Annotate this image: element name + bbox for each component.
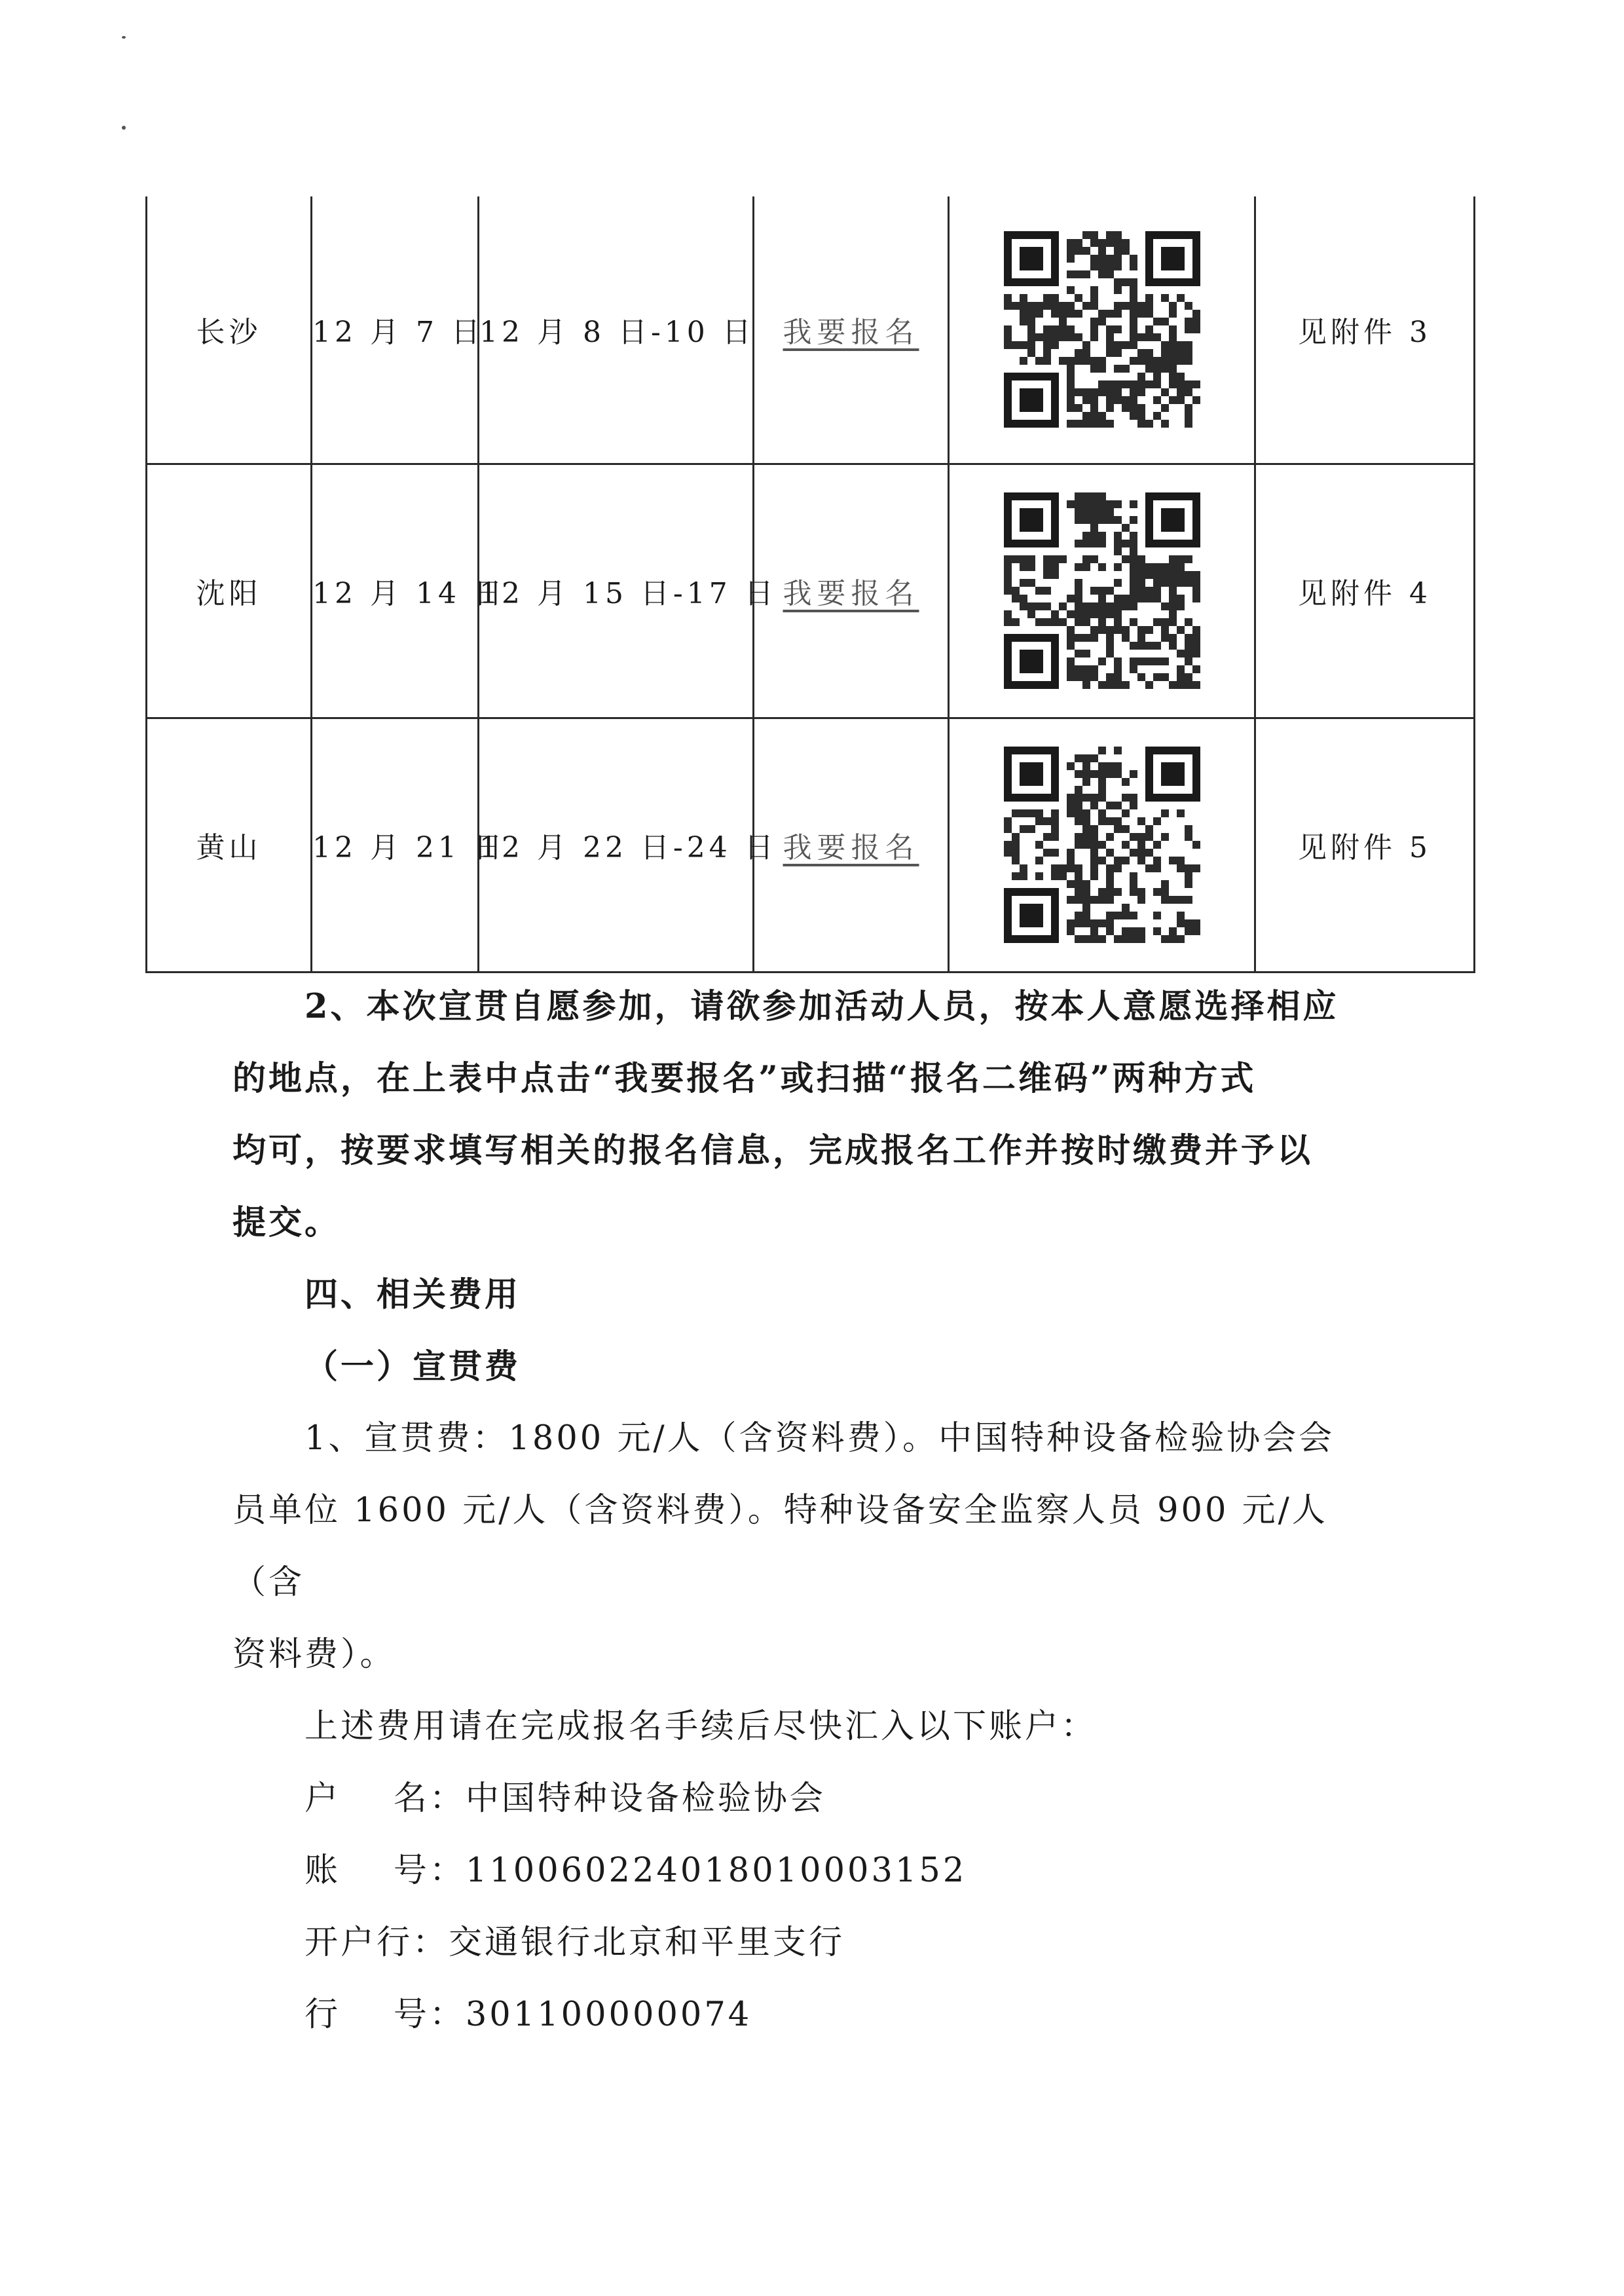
city-cell: 黄山 — [147, 718, 312, 972]
account-name-row — [232, 1763, 1392, 1835]
register-link[interactable]: 我要报名 — [783, 577, 919, 610]
account-name-label: 户 名： — [304, 1779, 466, 1818]
bank-code-label: 行 号： — [304, 1995, 466, 2034]
register-cell — [754, 196, 949, 464]
account-number-value: 110060224018010003152 — [465, 1851, 967, 1890]
register-cell — [754, 464, 949, 718]
fee-line: 资料费）。 — [232, 1635, 396, 1674]
city-cell: 长沙 — [147, 196, 312, 464]
bank-code-value: 301100000074 — [465, 1995, 752, 2034]
section-heading: 四、相关费用 — [304, 1275, 521, 1314]
arrival-date-cell: 12 月 21 日 — [312, 718, 479, 972]
registration-notice — [232, 971, 1392, 2051]
attachment-cell: 见附件 3 — [1255, 196, 1475, 464]
remit-intro: 上述费用请在完成报名手续后尽快汇入以下账户： — [304, 1707, 1098, 1746]
event-dates-cell: 12 月 8 日-10 日 — [479, 196, 754, 464]
notice-line: 均可，按要求填写相关的报名信息，完成报名工作并按时缴费并予以 — [232, 1131, 1314, 1170]
fee-line: 员单位 1600 元/人（含资料费）。特种设备安全监察人员 900 元/人（含 — [232, 1491, 1328, 1602]
account-number-label: 账 号： — [304, 1851, 466, 1890]
city-cell: 沈阳 — [147, 464, 312, 718]
fee-line: 1、宣贯费：1800 元/人（含资料费）。中国特种设备检验协会会 — [304, 1419, 1335, 1458]
register-link[interactable]: 我要报名 — [783, 831, 919, 864]
qr-code-icon[interactable] — [1004, 492, 1200, 689]
qr-cell — [949, 718, 1255, 972]
notice-line: 2、本次宣贯自愿参加，请欲参加活动人员，按本人意愿选择相应 — [304, 987, 1339, 1026]
qr-code-icon[interactable] — [1004, 231, 1200, 428]
attachment-cell: 见附件 5 — [1255, 718, 1475, 972]
register-link[interactable]: 我要报名 — [783, 316, 919, 350]
arrival-date-cell: 12 月 14 日 — [312, 464, 479, 718]
qr-cell — [949, 196, 1255, 464]
attachment-cell: 见附件 4 — [1255, 464, 1475, 718]
bank-row — [232, 1907, 1392, 1979]
table-row — [147, 196, 1475, 464]
notice-line: 的地点，在上表中点击“我要报名”或扫描“报名二维码”两种方式 — [232, 1059, 1257, 1098]
qr-code-icon[interactable] — [1004, 747, 1200, 943]
account-name-value: 中国特种设备检验协会 — [465, 1779, 826, 1818]
event-dates-cell: 12 月 22 日-24 日 — [479, 718, 754, 972]
sub-heading: （一）宣贯费 — [304, 1347, 521, 1386]
qr-cell — [949, 464, 1255, 718]
scan-speck — [122, 126, 126, 130]
scan-speck — [122, 36, 126, 39]
registration-table — [145, 196, 1475, 973]
bank-label: 开户行： — [304, 1923, 449, 1962]
bank-code-row — [232, 1979, 1392, 2051]
table-row — [147, 464, 1475, 718]
account-number-row — [232, 1835, 1392, 1907]
bank-value: 交通银行北京和平里支行 — [449, 1923, 845, 1962]
notice-line: 提交。 — [232, 1203, 341, 1242]
table-row — [147, 718, 1475, 972]
arrival-date-cell: 12 月 7 日 — [312, 196, 479, 464]
event-dates-cell: 12 月 15 日-17 日 — [479, 464, 754, 718]
register-cell — [754, 718, 949, 972]
